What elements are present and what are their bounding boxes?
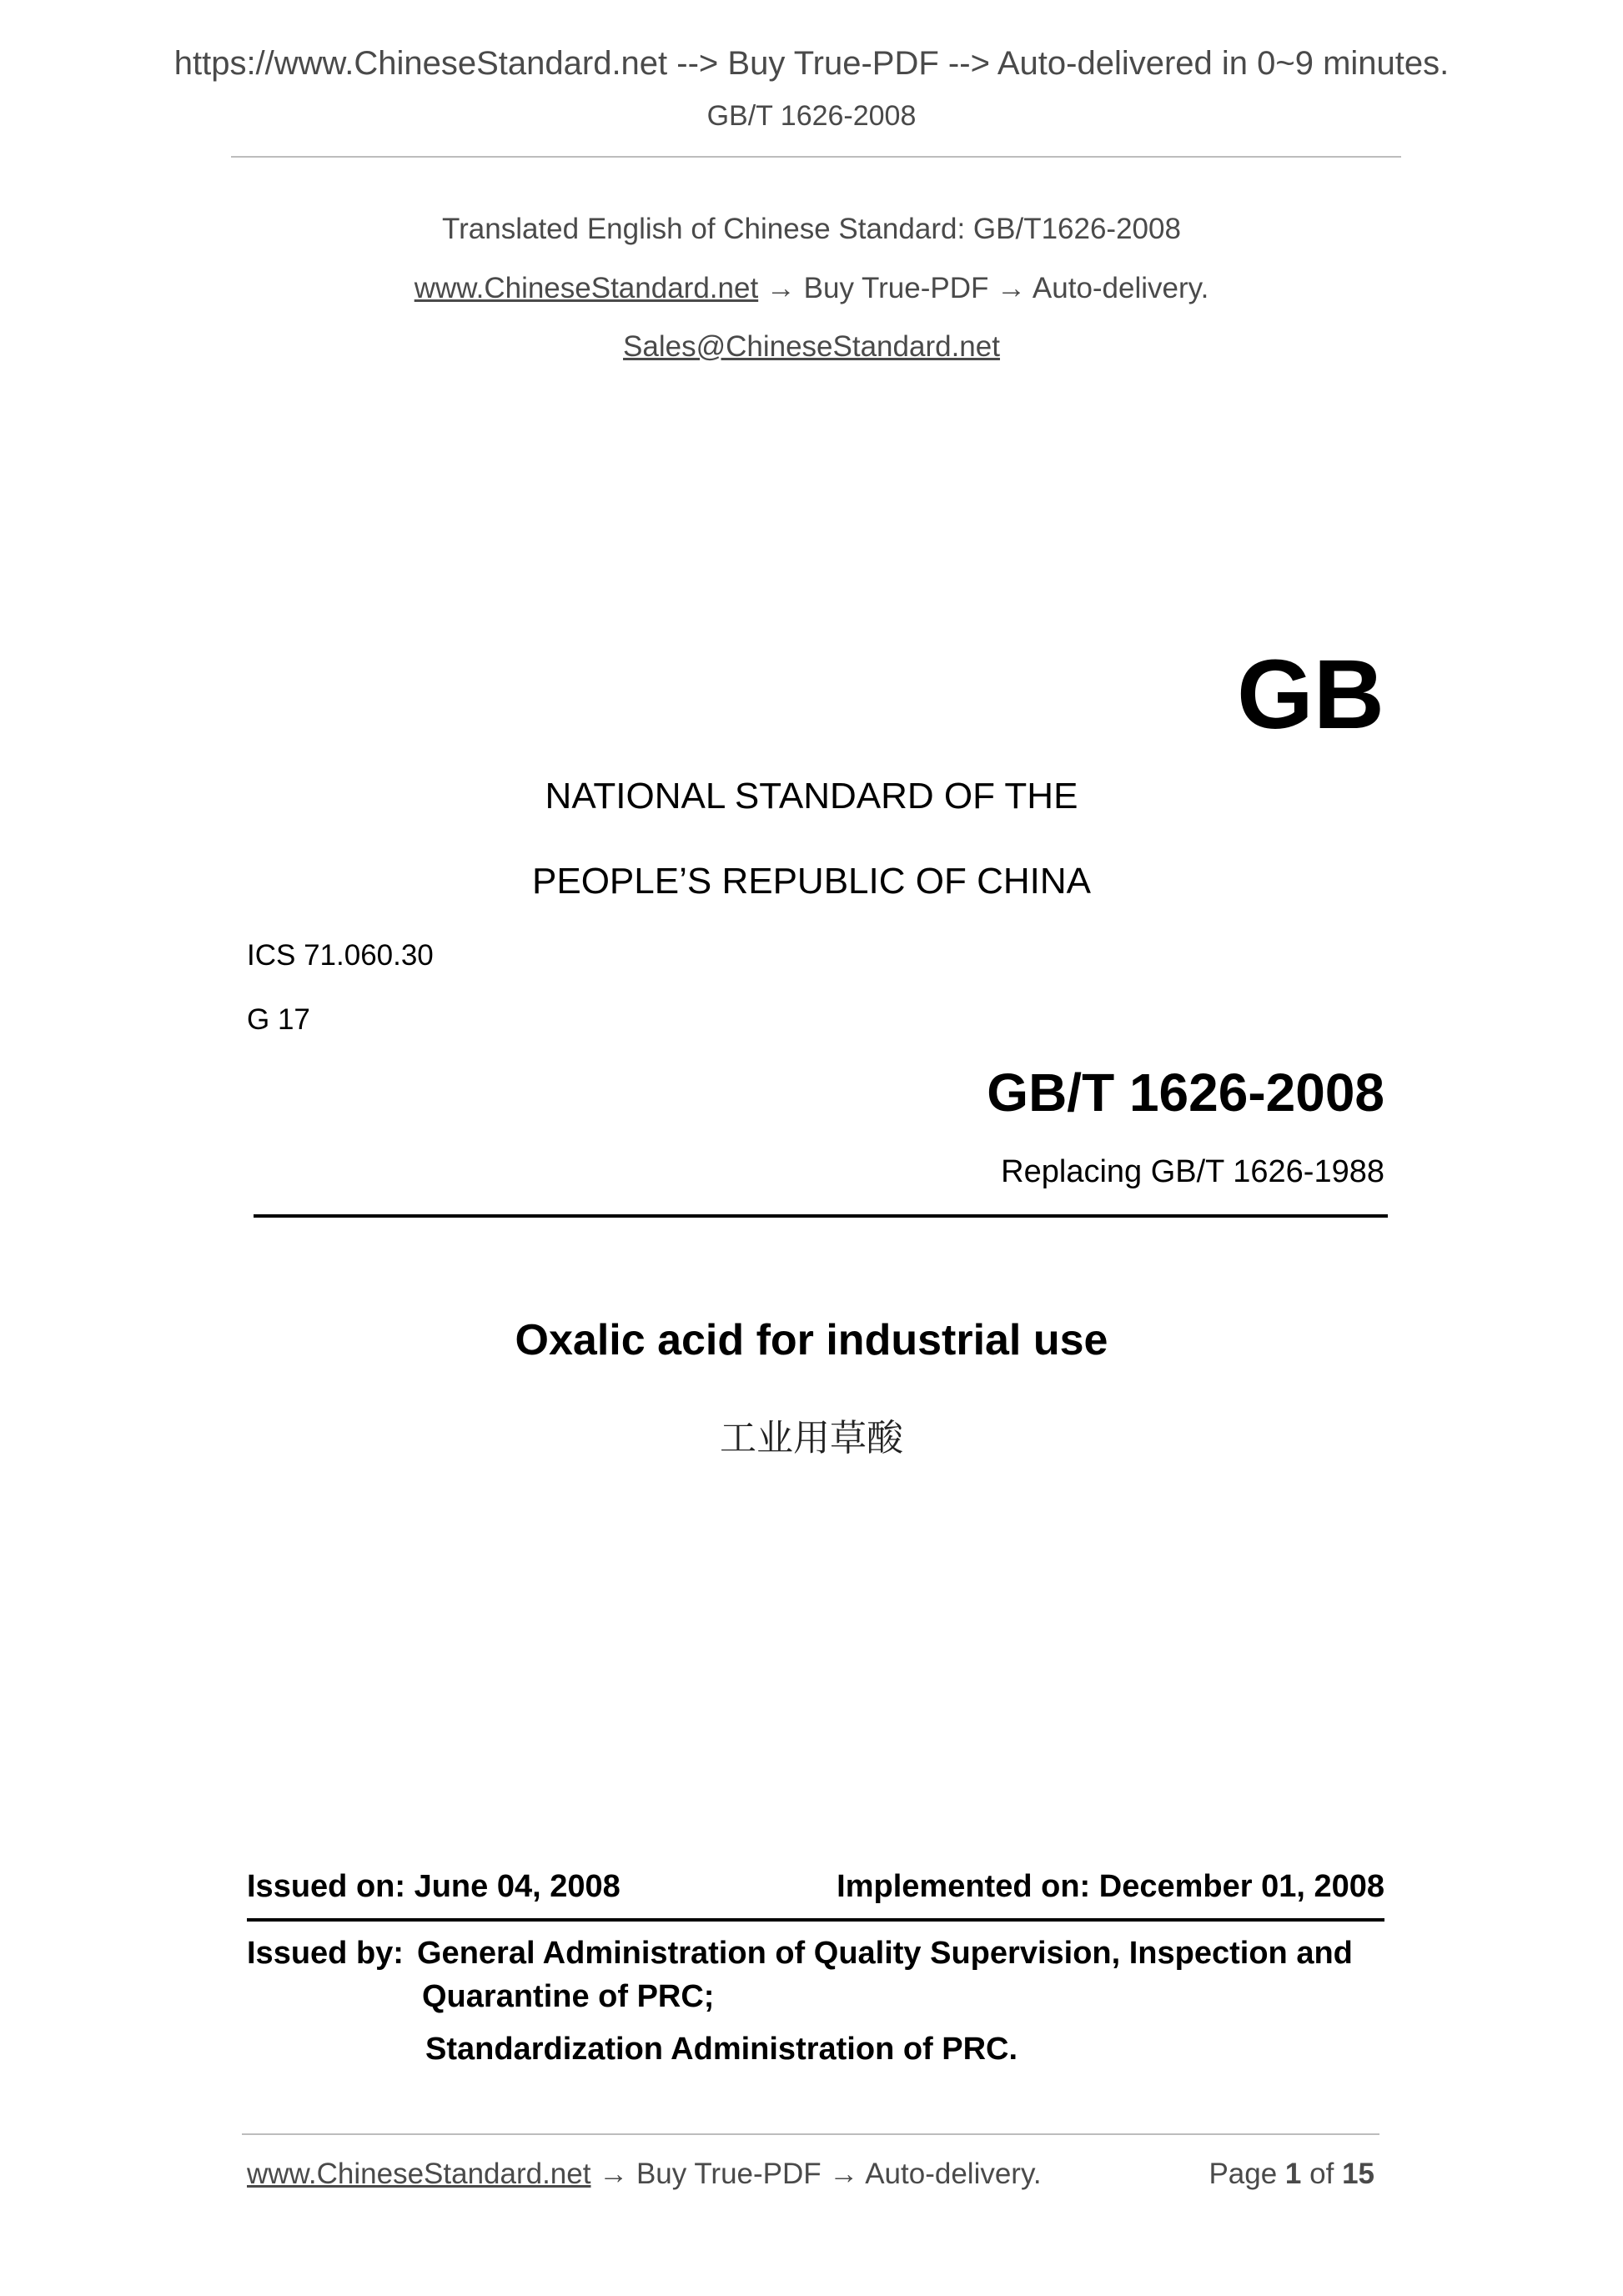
banner-auto: Auto-delivered in 0~9 minutes.	[997, 45, 1450, 82]
footer-auto-text: Auto-delivery.	[865, 2158, 1042, 2190]
sales-email-link[interactable]: Sales@ChineseStandard.net	[623, 330, 1000, 363]
page-current: 1	[1284, 2158, 1302, 2190]
banner-url[interactable]: https://www.ChineseStandard.net	[173, 45, 668, 82]
replacing-note: Replacing GB/T 1626-1988	[1001, 1154, 1384, 1189]
banner-separator-2: -->	[938, 45, 997, 82]
page-total: 15	[1342, 2158, 1374, 2190]
issue-divider	[247, 1918, 1384, 1922]
banner-buy: Buy True-PDF	[727, 45, 939, 82]
footer-buy-text: Buy True-PDF	[636, 2158, 822, 2190]
header-divider	[231, 156, 1401, 158]
issued-by-line-3: Standardization Administration of PRC.	[425, 2032, 1018, 2067]
buy-true-pdf-text: Buy True-PDF	[803, 272, 989, 304]
title-divider	[254, 1214, 1388, 1218]
page-label: Page	[1208, 2158, 1278, 2190]
site-link[interactable]: www.ChineseStandard.net	[414, 272, 759, 304]
document-title-chinese: 工业用草酸	[720, 1418, 903, 1459]
g-code: G 17	[247, 1003, 310, 1036]
national-standard-line-1: NATIONAL STANDARD OF THE	[545, 776, 1078, 816]
document-title-english: Oxalic acid for industrial use	[515, 1316, 1108, 1364]
arrow-right-icon: →	[829, 2158, 859, 2190]
page-of: of	[1309, 2158, 1334, 2190]
issued-by-line-2: Quarantine of PRC;	[422, 1979, 715, 2014]
gb-logo: GB	[1237, 640, 1384, 750]
ics-code: ICS 71.060.30	[247, 939, 434, 972]
page-indicator	[1208, 2158, 1374, 2191]
sales-line	[0, 330, 1623, 364]
footer-delivery-line	[247, 2158, 1042, 2191]
issued-by-label: Issued by:	[247, 1936, 404, 1971]
implemented-on-date: Implemented on: December 01, 2008	[837, 1869, 1384, 1904]
footer-site-link[interactable]: www.ChineseStandard.net	[247, 2158, 591, 2190]
banner-separator-1: -->	[667, 45, 728, 82]
arrow-right-icon: →	[766, 272, 796, 304]
standard-number: GB/T 1626-2008	[987, 1063, 1384, 1123]
arrow-right-icon: →	[997, 272, 1027, 304]
arrow-right-icon: →	[599, 2158, 629, 2190]
delivery-line	[0, 272, 1623, 305]
header-standard-code: GB/T 1626-2008	[706, 100, 917, 132]
auto-delivery-text: Auto-delivery.	[1032, 272, 1209, 304]
footer-divider	[242, 2133, 1379, 2135]
translated-notice: Translated English of Chinese Standard: GB/T1626-2008	[442, 213, 1181, 245]
issued-on-date: Issued on: June 04, 2008	[247, 1869, 621, 1904]
national-standard-line-2: PEOPLE’S REPUBLIC OF CHINA	[532, 861, 1091, 902]
top-banner	[0, 45, 1623, 83]
issued-by-line-1: General Administration of Quality Supervision, Inspection and	[417, 1936, 1353, 1971]
